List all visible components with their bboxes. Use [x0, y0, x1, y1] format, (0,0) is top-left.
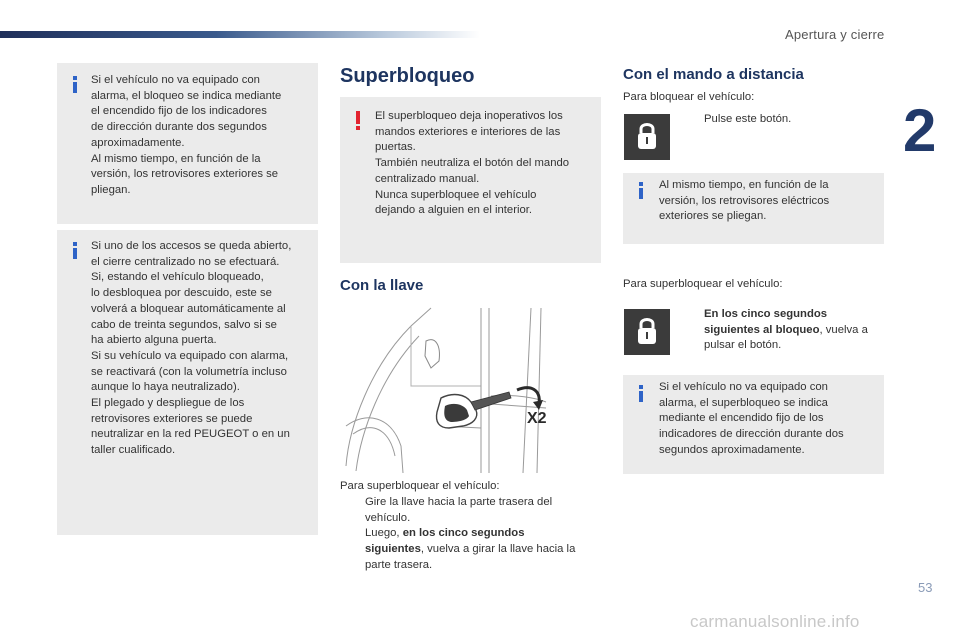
info-box-superlock-indication	[623, 375, 884, 474]
text-line: Si uno de los accesos se queda abierto,	[91, 240, 292, 252]
step-text: Gire la llave hacia la parte trasera del	[365, 496, 553, 508]
text-line: neutralizar en la red PEUGEOT o en un	[91, 428, 290, 441]
info-box-open-access	[57, 230, 318, 535]
text-line: centralizado manual.	[375, 172, 480, 185]
info-box-alarm-indication	[57, 63, 318, 224]
text-line: También neutraliza el botón del mando	[375, 157, 570, 170]
info-box-text	[91, 239, 291, 459]
list-item	[679, 112, 879, 128]
header-accent-bar	[0, 31, 480, 38]
text-line: Al mismo tiempo, en función de la	[659, 179, 829, 191]
text-line: mediante el encendido fijo de los	[659, 412, 824, 425]
warning-box-text	[375, 109, 569, 219]
step-text: , vuelva a	[819, 323, 868, 336]
watermark: carmanualsonline.info	[690, 612, 860, 631]
lock-button-icon	[624, 114, 670, 160]
key-door-illustration	[341, 306, 548, 473]
text-line: aunque lo haya neutralizado).	[91, 381, 240, 394]
key-superlock-steps	[340, 495, 605, 574]
list-item	[679, 307, 889, 354]
text-line: pliegan.	[91, 183, 131, 196]
step-text: vehículo.	[365, 511, 411, 524]
text-line: se reactivará (con la volumetría incluso	[91, 365, 287, 378]
subheading-con-la-llave: Con la llave	[340, 277, 424, 294]
text-line: taller cualificado.	[91, 444, 176, 457]
step-text: Luego,	[365, 527, 403, 540]
step-emphasis: En los cinco segundos	[704, 308, 828, 320]
text-line: Al mismo tiempo, en función de la	[91, 152, 261, 165]
chapter-number: 2	[903, 97, 937, 164]
text-line: alarma, el bloqueo se indica mediante	[91, 89, 282, 102]
step-emphasis: siguientes al bloqueo	[704, 323, 820, 336]
step-emphasis: siguientes	[365, 543, 421, 556]
lock-button-icon	[624, 309, 670, 355]
text-line: versión, los retrovisores eléctricos	[659, 194, 830, 207]
text-line: indicadores de dirección durante dos	[659, 428, 844, 441]
section-heading-superbloqueo: Superbloqueo	[340, 65, 475, 87]
section-heading-remote: Con el mando a distancia	[623, 66, 804, 83]
warning-box-superlock	[340, 97, 601, 263]
section-title: Apertura y cierre	[785, 27, 885, 42]
text-line: Si el vehículo no va equipado con	[659, 381, 828, 393]
text-line: puertas.	[375, 141, 416, 154]
x2-label: X2	[527, 410, 547, 427]
text-line: el encendido fijo de los indicadores	[91, 105, 267, 118]
info-box-text	[91, 73, 281, 199]
info-box-mirrors	[623, 173, 884, 244]
text-line: mandos exteriores e interiores de las	[375, 125, 561, 138]
list-item	[340, 526, 605, 573]
step-emphasis: en los cinco segundos	[402, 527, 525, 540]
text-line: lo desbloquea por descuido, este se	[91, 287, 272, 300]
text-line: retrovisores exteriores se puede	[91, 412, 253, 425]
text-line: Nunca superbloquee el vehículo	[375, 188, 537, 201]
text-line: Si el vehículo no va equipado con	[91, 74, 260, 86]
key-superlock-intro: Para superbloquear el vehículo:	[340, 480, 500, 492]
text-line: cabo de treinta segundos, salvo si se	[91, 318, 277, 331]
superlock-steps	[679, 307, 889, 354]
text-line: versión, los retrovisores exteriores se	[91, 168, 279, 181]
text-line: el cierre centralizado no se efectuará.	[91, 255, 280, 268]
text-line: El superbloqueo deja inoperativos los	[375, 110, 563, 122]
step-text: Pulse este botón.	[704, 113, 792, 125]
text-line: El plegado y despliegue de los	[91, 397, 245, 410]
text-line: de dirección durante dos segundos	[91, 121, 267, 134]
list-item	[340, 495, 605, 526]
car-door-key-drawing	[341, 306, 548, 473]
text-line: alarma, el superbloqueo se indica	[659, 396, 828, 409]
text-line: ha abierto alguna puerta.	[91, 334, 217, 347]
info-box-text	[659, 178, 829, 225]
text-line: volverá a bloquear automáticamente al	[91, 302, 286, 315]
step-text: , vuelva a girar la llave hacia la	[420, 543, 576, 556]
step-text: pulsar el botón.	[704, 339, 782, 352]
text-line: Si, estando el vehículo bloqueado,	[91, 271, 264, 284]
lock-steps	[679, 112, 879, 128]
text-line: aproximadamente.	[91, 136, 185, 149]
text-line: exteriores se pliegan.	[659, 210, 767, 223]
lock-intro: Para bloquear el vehículo:	[623, 91, 755, 103]
page-number: 53	[918, 580, 933, 595]
text-line: Si su vehículo va equipado con alarma,	[91, 349, 289, 362]
step-text: parte trasera.	[365, 558, 433, 571]
text-line: segundos aproximadamente.	[659, 443, 805, 456]
info-box-text	[659, 380, 844, 459]
key-drawing	[437, 392, 512, 428]
text-line: dejando a alguien en el interior.	[375, 204, 533, 217]
superlock-intro: Para superbloquear el vehículo:	[623, 278, 783, 290]
